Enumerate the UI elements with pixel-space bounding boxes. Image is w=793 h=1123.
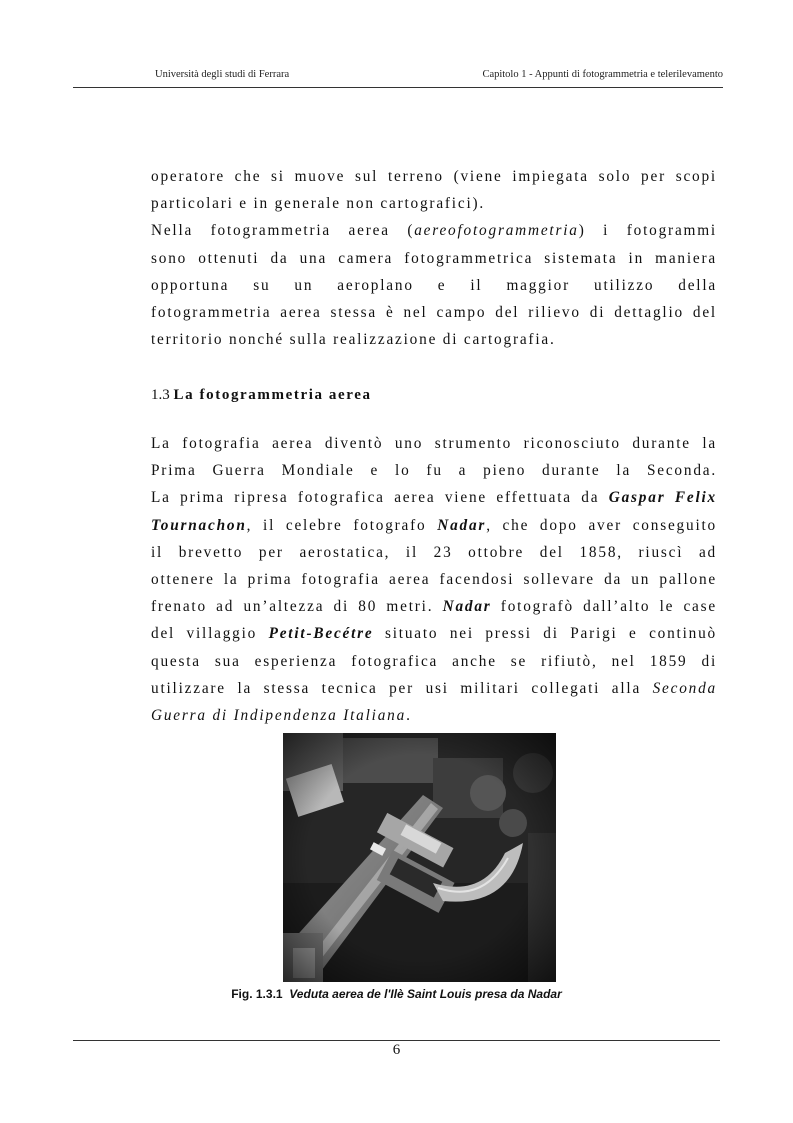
- text-line: utilizzare la stessa tecnica per usi militari collegati alla Seconda: [151, 679, 717, 697]
- section-heading: [151, 387, 372, 404]
- text-line: il brevetto per aerostatica, il 23 ottobre del 1858, riuscì ad: [151, 543, 717, 561]
- text-line: fotogrammetria aerea stessa è nel campo del rilievo di dettaglio del: [151, 304, 717, 322]
- person-name: Tournachon: [151, 516, 247, 534]
- text-line: Tournachon, il celebre fotografo Nadar, che dopo aver conseguito: [151, 516, 717, 534]
- text-line: del villaggio Petit-Becétre situato nei pressi di Parigi e continuò: [151, 625, 717, 643]
- text-line: questa sua esperienza fotografica anche se rifiutò, nel 1859 di: [151, 652, 717, 670]
- person-name: Gaspar Felix: [608, 489, 718, 507]
- person-name: Nadar: [437, 516, 487, 534]
- text-line: territorio nonché sulla realizzazione di cartografia.: [151, 331, 556, 349]
- section-title: La fotogrammetria aerea: [173, 387, 372, 403]
- paragraph-1: [151, 163, 717, 353]
- footer-rule: [73, 1040, 720, 1041]
- figure-caption-text: Veduta aerea de l'Ilè Saint Louis presa da Nadar: [289, 987, 562, 1001]
- text-line: ottenere la prima fotografia aerea facendosi sollevare da un pallone: [151, 571, 717, 589]
- text-line: frenato ad un’altezza di 80 metri. Nadar fotografò dall’alto le case: [151, 598, 717, 616]
- running-header-left: Università degli studi di Ferrara: [155, 69, 290, 80]
- text-line: particolari e in generale non cartografici).: [151, 195, 486, 213]
- place-name: Petit-Becétre: [268, 625, 374, 643]
- paragraph-2: [151, 430, 717, 729]
- aerial-photograph: [283, 733, 556, 982]
- text-line: La fotografia aerea diventò uno strumento riconosciuto durante la: [151, 435, 717, 452]
- page-number: 6: [392, 1042, 401, 1058]
- figure-caption: [0, 987, 793, 1001]
- text-line: Guerra di Indipendenza Italiana.: [151, 707, 412, 725]
- text-line: Prima Guerra Mondiale e lo fu a pieno durante la Seconda.: [151, 462, 717, 480]
- header-rule: [73, 87, 723, 88]
- aerial-photo-image: [283, 733, 556, 982]
- text-line: sono ottenuti da una camera fotogrammetrica sistemata in maniera: [151, 249, 717, 267]
- figure-label: Fig. 1.3.1: [231, 987, 283, 1001]
- text-line: La prima ripresa fotografica aerea viene effettuata da Gaspar Felix: [151, 489, 718, 507]
- text-line: Nella fotogrammetria aerea (aereofotogrammetria) i fotogrammi: [151, 222, 717, 240]
- running-header-right: Capitolo 1 - Appunti di fotogrammetria e telerilevamento: [482, 69, 723, 80]
- text-line: operatore che si muove sul terreno (viene impiegata solo per scopi: [151, 168, 717, 185]
- section-number: 1.3: [151, 387, 170, 403]
- text-line: opportuna su un aeroplano e il maggior utilizzo della: [151, 276, 717, 294]
- emphasis-term: aereofotogrammetria: [414, 222, 579, 240]
- emphasis-term: Seconda: [652, 679, 717, 697]
- emphasis-term: Guerra di Indipendenza Italiana: [151, 707, 407, 725]
- person-name: Nadar: [442, 598, 492, 616]
